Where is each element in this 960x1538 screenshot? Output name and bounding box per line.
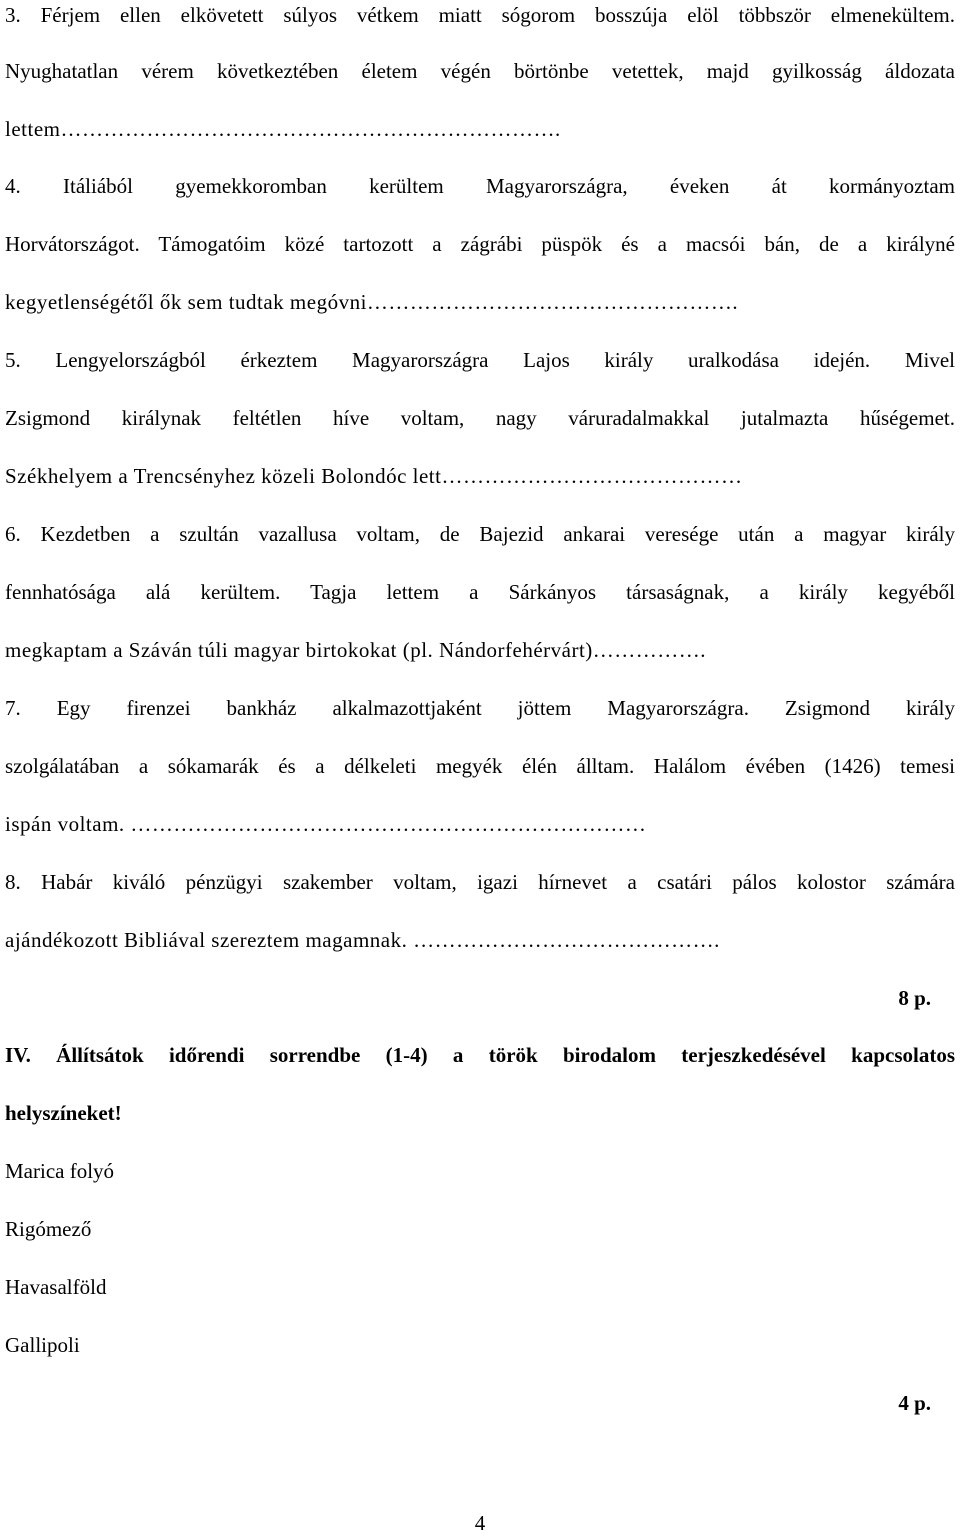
item-3-line-1: 3. Férjem ellen elkövetett súlyos vétkem miatt sógorom bosszúja elöl többször elmenekültem. [5, 3, 955, 27]
item-7-line-2: szolgálatában a sókamarák és a délkeleti megyék élén álltam. Halálom évében (1426) temesi [5, 754, 955, 778]
item-3-line-2: Nyughatatlan vérem következtében életem végén börtönbe vetettek, majd gyilkosság áldozata [5, 59, 955, 83]
item-6-line-1: 6. Kezdetben a szultán vazallusa voltam, de Bajezid ankarai veresége után a magyar király [5, 522, 955, 546]
place-item: Havasalföld [5, 1275, 107, 1299]
item-8-line-2: ajándékozott Bibliával szereztem magamnak. ……………………………………. [5, 928, 720, 952]
item-8-line-1: 8. Habár kiváló pénzügyi szakember voltam, igazi hírnevet a csatári pálos kolostor számára [5, 870, 955, 894]
section-4-title-line-1: IV. Állítsátok időrendi sorrendbe (1-4) a török birodalom terjeszkedésével kapcsolatos [5, 1043, 955, 1067]
place-item: Marica folyó [5, 1159, 115, 1183]
section-4-points: 4 p. [898, 1391, 931, 1415]
page-number: 4 [474, 1511, 486, 1535]
item-5-line-1: 5. Lengyelországból érkeztem Magyarországra Lajos király uralkodása idején. Mivel [5, 348, 955, 372]
item-6-line-2: fennhatósága alá kerültem. Tagja lettem a Sárkányos társaságnak, a király kegyéből [5, 580, 955, 604]
item-6-line-3: megkaptam a Száván túli magyar birtokokat (pl. Nándorfehérvárt)……………. [5, 638, 707, 662]
item-5-line-2: Zsigmond királynak feltétlen híve voltam, nagy váruradalmakkal jutalmazta hűségemet. [5, 406, 955, 430]
section-4-title-line-2: helyszíneket! [5, 1101, 122, 1125]
item-4-line-2: Horvátországot. Támogatóim közé tartozott a zágrábi püspök és a macsói bán, de a királyné [5, 232, 955, 256]
item-3-line-3: lettem……………………………………………………………. [5, 117, 561, 141]
item-5-line-3: Székhelyem a Trencsényhez közeli Bolondóc lett…………………………………… [5, 464, 743, 488]
item-4-line-3: kegyetlenségétől ők sem tudtak megóvni……………………………………………. [5, 290, 739, 314]
item-4-line-1: 4. Itáliából gyemekkoromban kerültem Magyarországra, éveken át kormányoztam [5, 174, 955, 198]
section-3-points: 8 p. [898, 986, 931, 1010]
place-item: Gallipoli [5, 1333, 80, 1357]
item-7-line-3: ispán voltam. ……………………………………………………………… [5, 812, 647, 836]
item-7-line-1: 7. Egy firenzei bankház alkalmazottjaként jöttem Magyarországra. Zsigmond király [5, 696, 955, 720]
place-item: Rigómező [5, 1217, 92, 1241]
